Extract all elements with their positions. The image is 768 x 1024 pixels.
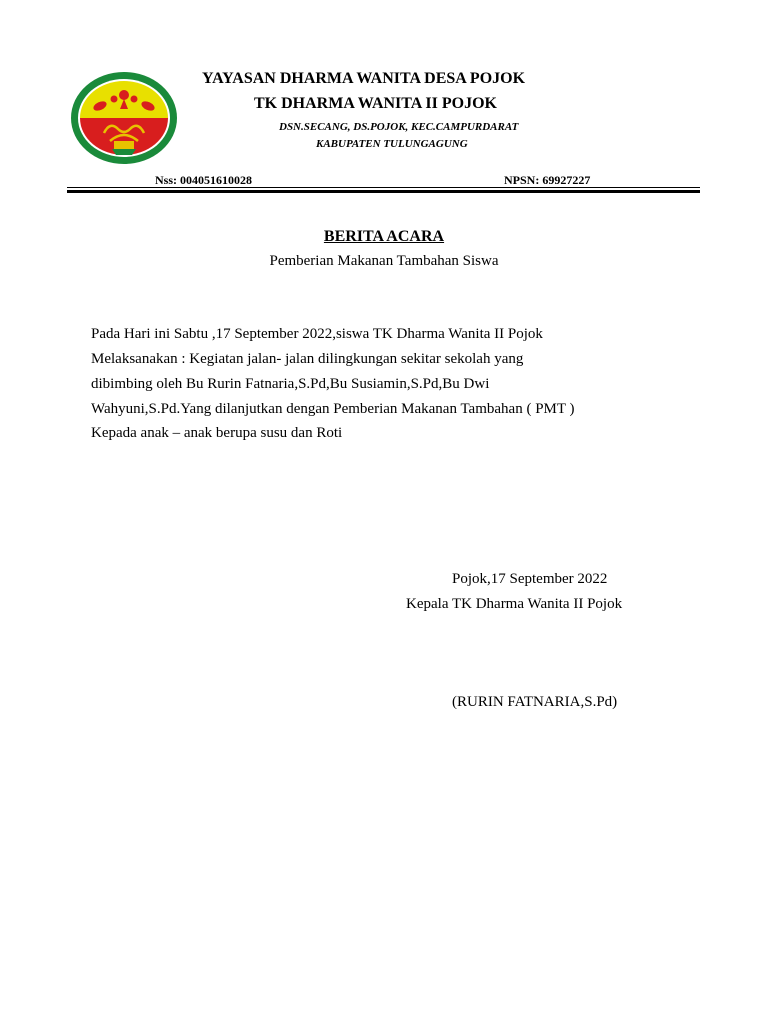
nss-number: Nss: 004051610028	[155, 173, 253, 187]
school-regency: KABUPATEN TULUNGAGUNG	[316, 138, 468, 150]
body-line: Kepada anak – anak berupa susu dan Roti	[91, 425, 343, 441]
body-line: Wahyuni,S.Pd.Yang dilanjutkan dengan Pemberian Makanan Tambahan ( PMT )	[91, 401, 575, 417]
npsn-number: NPSN: 69927227	[504, 173, 591, 187]
header-divider-thin	[67, 187, 700, 188]
body-line: Melaksanakan : Kegiatan jalan- jalan dilingkungan sekitar sekolah yang	[91, 351, 524, 367]
document-subtitle: Pemberian Makanan Tambahan Siswa	[269, 253, 499, 269]
signature-name: (RURIN FATNARIA,S.Pd)	[452, 694, 618, 710]
document-title: BERITA ACARA	[323, 228, 445, 245]
header-divider-thick	[67, 190, 700, 193]
school-name: TK DHARMA WANITA II POJOK	[254, 95, 497, 112]
body-line: Pada Hari ini Sabtu ,17 September 2022,siswa TK Dharma Wanita II Pojok	[91, 326, 543, 342]
school-address: DSN.SECANG, DS.POJOK, KEC.CAMPURDARAT	[279, 121, 519, 133]
foundation-name: YAYASAN DHARMA WANITA DESA POJOK	[202, 70, 526, 87]
body-line: dibimbing oleh Bu Rurin Fatnaria,S.Pd,Bu Susiamin,S.Pd,Bu Dwi	[91, 376, 490, 392]
signature-role: Kepala TK Dharma Wanita II Pojok	[406, 596, 623, 612]
dharma-wanita-emblem-icon	[70, 71, 178, 165]
signature-place-date: Pojok,17 September 2022	[452, 571, 608, 587]
